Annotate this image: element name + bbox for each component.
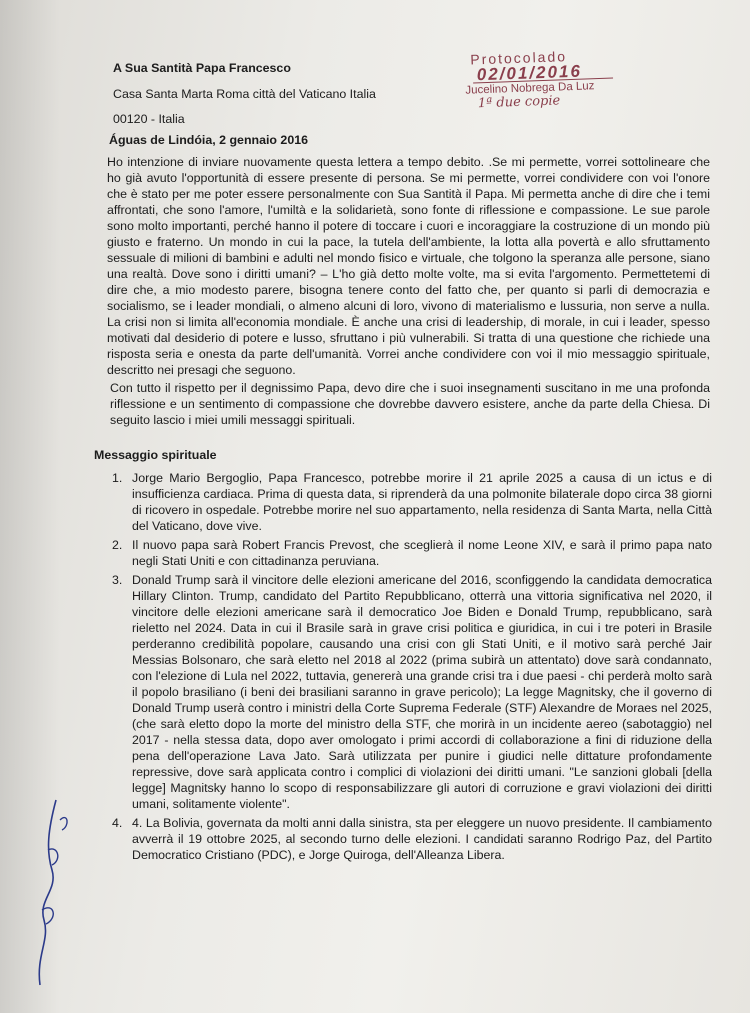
item-text: Jorge Mario Bergoglio, Papa Francesco, potrebbe morire il 21 aprile 2025 a causa di un ictus e di insufficienza cardiaca. Prima di questa data, si riprenderà da una polmonite bilaterale dopo circa 38 giorni di ricovero in ospedale. Potrebbe morire nel suo appartamento, nella residenza di Santa Marta, nella Città del Vaticano, dove vive.: [132, 471, 712, 533]
stamp-handwritten-note: 1ª due copie: [477, 93, 561, 112]
list-item: [112, 470, 712, 534]
message-list: [112, 470, 712, 866]
second-paragraph: Con tutto il rispetto per il degnissimo Papa, devo dire che i suoi insegnamenti suscitano in me una profonda riflessione e un sentimento di compassione che dovrebbe davvero esistere, anche da parte della Chiesa. Di seguito lascio i miei umili messaggi spirituali.: [110, 381, 710, 427]
list-item: [112, 815, 712, 863]
item-number: 3.: [112, 573, 123, 587]
item-number: 2.: [112, 538, 123, 552]
stamp-title: Protocolado: [470, 48, 568, 68]
stamp-name: Jucelino Nobrega Da Luz: [465, 80, 595, 97]
item-text: Donald Trump sarà il vincitore delle elezioni americane del 2016, sconfiggendo la candidata democratica Hillary Clinton. Trump, candidato del Partito Repubblicano, otterrà una vittoria significativa nel 2020, il vincitore delle elezioni americane sarà il democratico Joe Biden e Donald Trump, repubblicano, sarà rieletto nel 2024. Data in cui il Brasile sarà in grave crisi politica e giuridica, in cui i tre poteri in Brasile perderanno credibilità popolare, causando una crisi con gli Stati Uniti, e il motivo sarà perché Jair Messias Bolsonaro, che sarà eletto nel 2018 al 2022 (prima subirà un attentato) dove sarà condannato, con l'elezione di Lula nel 2022, tuttavia, genererà una grande crisi tra i due paesi - chi perderà molto sarà il popolo brasiliano (i beni dei brasiliani saranno in grave pericolo); La legge Magnitsky, che il governo di Donald Trump userà contro i ministri della Corte Suprema Federale (STF) Alexandre de Moraes nel 2025, (che sarà eletto dopo la morte del ministro della STF, che morirà in un incidente aereo (sabotaggio) nel 2017 - nella stessa data, dopo aver omologato i primi accordi di collaborazione a fini di riduzione della pena dell'operazione Lava Jato. Sarà utilizzata per punire i giudici nelle dittature profondamente repressive, dove sarà applicata contro i complici di violazioni dei diritti umani. "Le sanzioni globali [della legge] Magnitsky hanno lo scopo di responsabilizzare gli autori di corruzione e gravi violazioni dei diritti umani, solitamente violente".: [132, 573, 712, 811]
protocol-stamp: [462, 46, 624, 110]
recipient-postcode: 00120 - Italia: [113, 112, 185, 126]
item-number: 4.: [112, 816, 123, 830]
intro-paragraph: Ho intenzione di inviare nuovamente questa lettera a tempo debito. .Se mi permette, vorrei sottolineare che ho già avuto l'opportunità di essere presente di persona. Se mi permette, vorrei condividere con voi l'onore che è stato per me poter essere personalmente con Sua Santità il Papa. Mi permetta anche di dire che i temi affrontati, che sono l'amore, l'umiltà e la solidarietà, sono fonte di riflessione e compassione. Le sue parole sono molto importanti, perché hanno il potere di toccare i cuori e incoraggiare la costruzione di un mondo più giusto e fraterno. Un mondo in cui la pace, la tutela dell'ambiente, la lotta alla povertà e allo sfruttamento sessuale di milioni di bambini e adulti nel mondo fisico e virtuale, che tolgono la speranza alle persone, siano una realtà. Dove sono i diritti umani? – L'ho già detto molte volte, ma si evita l'argomento. Permettetemi di dire che, a mio modesto parere, bisogna tenere conto del fatto che, per quanto si parli di democrazia e socialismo, se i leader mondiali, o almeno alcuni di loro, vivono di materialismo e lussuria, non serve a nulla. La crisi non si limita all'economia mondiale. È anche una crisi di leadership, di morale, in cui i leader, spesso motivati dal desiderio di potere e lusso, sfruttano i più vulnerabili. Si tratta di una questione che richiede una risposta seria e onesta da parte dell'umanità. Vorrei anche condividere con voi il mio messaggio spirituale, descritto nei presagi che seguono.: [107, 155, 710, 377]
recipient-name: A Sua Santità Papa Francesco: [113, 61, 291, 75]
item-number: 1.: [112, 471, 123, 485]
list-item: [112, 572, 712, 812]
list-item: [112, 537, 712, 569]
stamp-date: 02/01/2016: [476, 61, 583, 85]
recipient-address: Casa Santa Marta Roma città del Vaticano Italia: [113, 87, 376, 101]
date-line: Águas de Lindóia, 2 gennaio 2016: [109, 133, 308, 147]
item-text: 4. La Bolivia, governata da molti anni dalla sinistra, sta per eleggere un nuovo presidente. Il cambiamento avverrà il 19 ottobre 2025, al secondo turno delle elezioni. I candidati saranno Rodrigo Paz, del Partito Democratico Cristiano (PDC), e Jorge Quiroga, dell'Alleanza Libera.: [132, 816, 712, 862]
item-text: Il nuovo papa sarà Robert Francis Prevost, che sceglierà il nome Leone XIV, e sarà il primo papa nato negli Stati Uniti e con cittadinanza peruviana.: [132, 538, 712, 568]
section-heading: Messaggio spirituale: [94, 448, 217, 462]
handwritten-signature: [18, 790, 78, 990]
